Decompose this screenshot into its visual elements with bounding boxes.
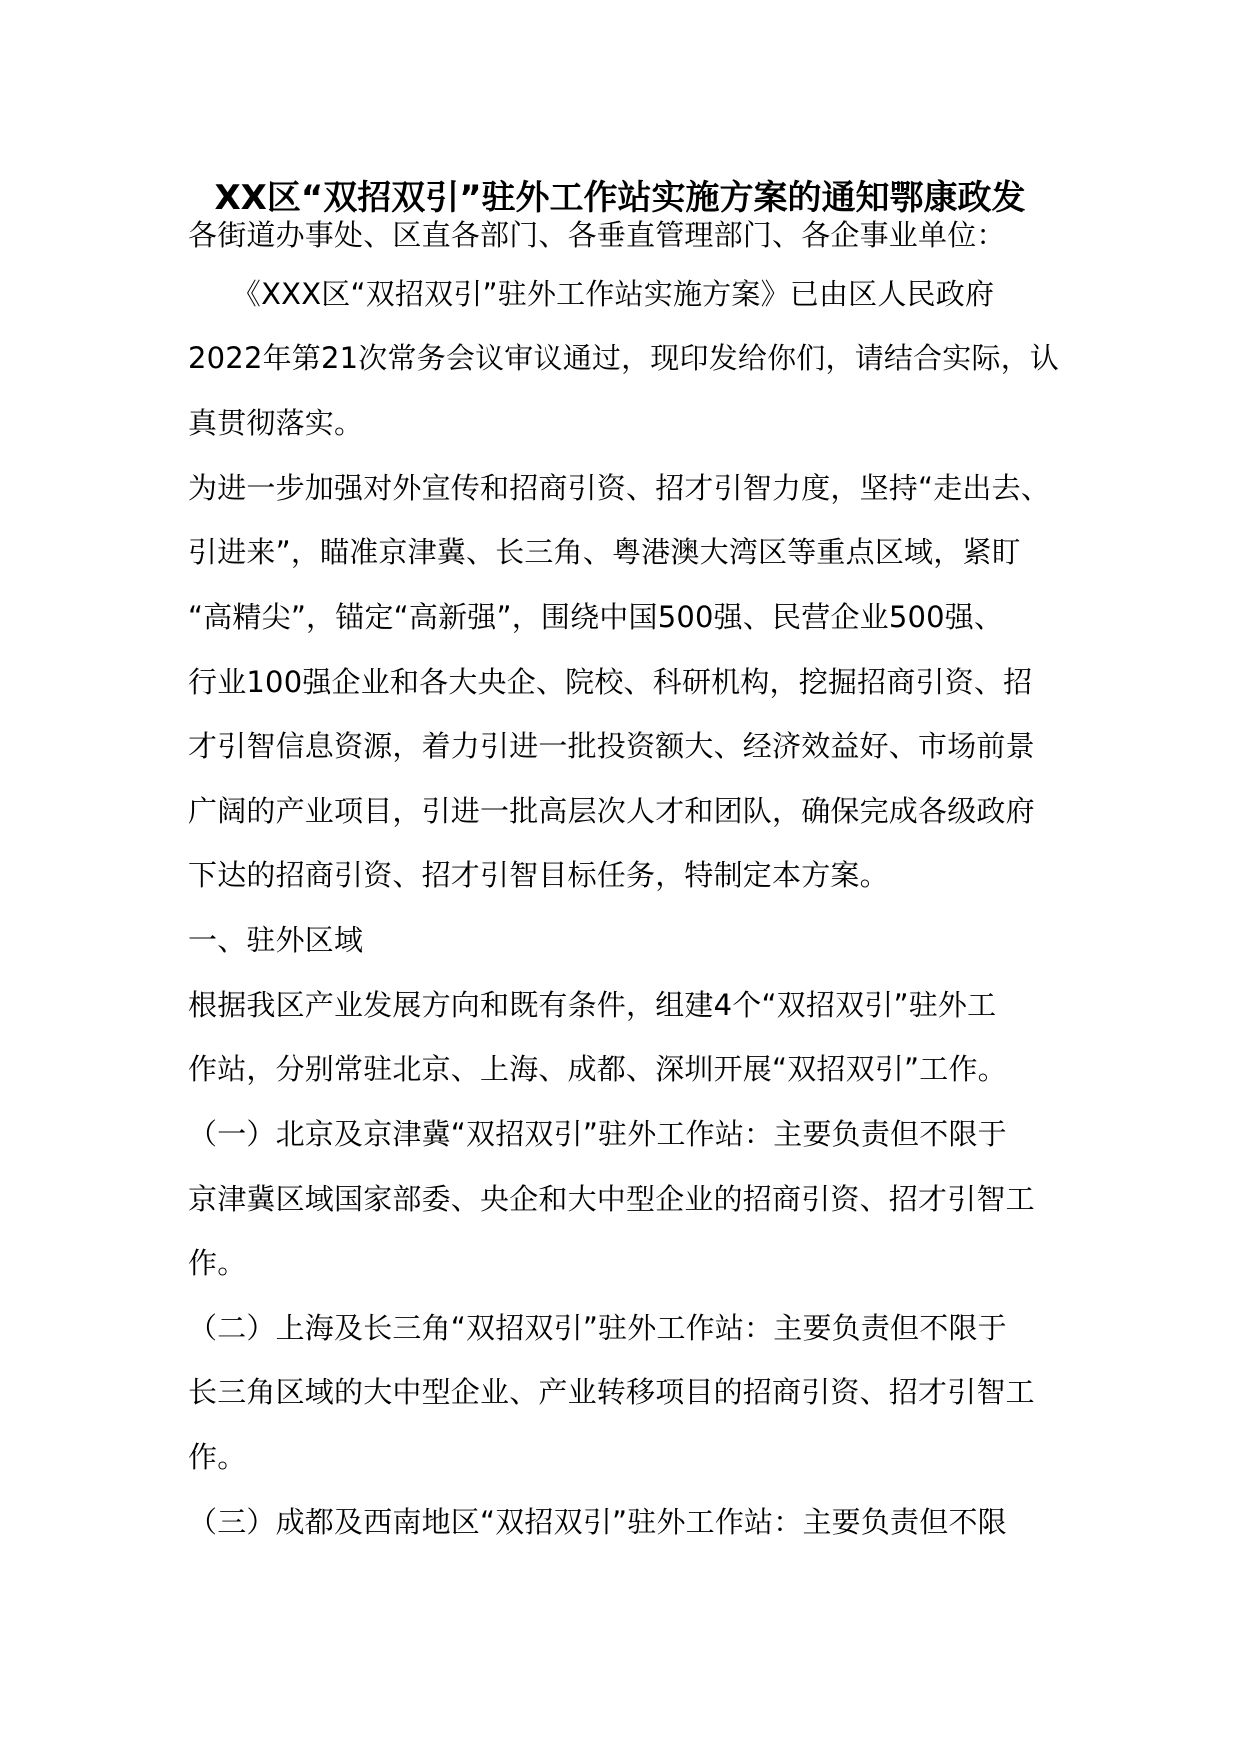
body-line: 广阔的产业项目，引进一批高层次人才和团队，确保完成各级政府 (188, 794, 1035, 828)
body-line: 行业100强企业和各大央企、院校、科研机构，挖掘招商引资、招 (188, 665, 1033, 699)
section-heading: 一、驻外区域 (188, 923, 364, 957)
body-line: 才引智信息资源，着力引进一批投资额大、经济效益好、市场前景 (188, 729, 1035, 763)
body-line: 下达的招商引资、招才引智目标任务，特制定本方案。 (188, 858, 889, 892)
body-line: 引进来”，瞄准京津冀、长三角、粤港澳大湾区等重点区域，紧盯 (188, 535, 1021, 569)
body-line: 为进一步加强对外宣传和招商引资、招才引智力度，坚持“走出去、 (188, 471, 1051, 505)
body-line: （一）北京及京津冀“双招双引”驻外工作站：主要负责但不限于 (188, 1117, 1007, 1151)
body-line: 根据我区产业发展方向和既有条件，组建4个“双招双引”驻外工 (188, 988, 997, 1022)
body-line: （三）成都及西南地区“双招双引”驻外工作站：主要负责但不限 (188, 1505, 1007, 1539)
addressee-line: 各街道办事处、区直各部门、各垂直管理部门、各企事业单位： (188, 218, 1006, 252)
body-line: “高精尖”，锚定“高新强”，围绕中国500强、民营企业500强、 (188, 600, 1004, 634)
body-line: 2022年第21次常务会议审议通过，现印发给你们，请结合实际，认 (188, 341, 1060, 375)
body-line: 作站，分别常驻北京、上海、成都、深圳开展“双招双引”工作。 (188, 1052, 1007, 1086)
body-line: 作。 (188, 1246, 247, 1280)
document-title: XX区“双招双引”驻外工作站实施方案的通知鄂康政发 (214, 178, 1026, 218)
body-line: 真贯彻落实。 (188, 406, 364, 440)
body-line: 《XXX区“双招双引”驻外工作站实施方案》已由区人民政府 (188, 277, 995, 311)
body-line: 作。 (188, 1440, 247, 1474)
body-line: 京津冀区域国家部委、央企和大中型企业的招商引资、招才引智工 (188, 1182, 1035, 1216)
body-line: （二）上海及长三角“双招双引”驻外工作站：主要负责但不限于 (188, 1311, 1007, 1345)
body-line: 长三角区域的大中型企业、产业转移项目的招商引资、招才引智工 (188, 1375, 1035, 1409)
